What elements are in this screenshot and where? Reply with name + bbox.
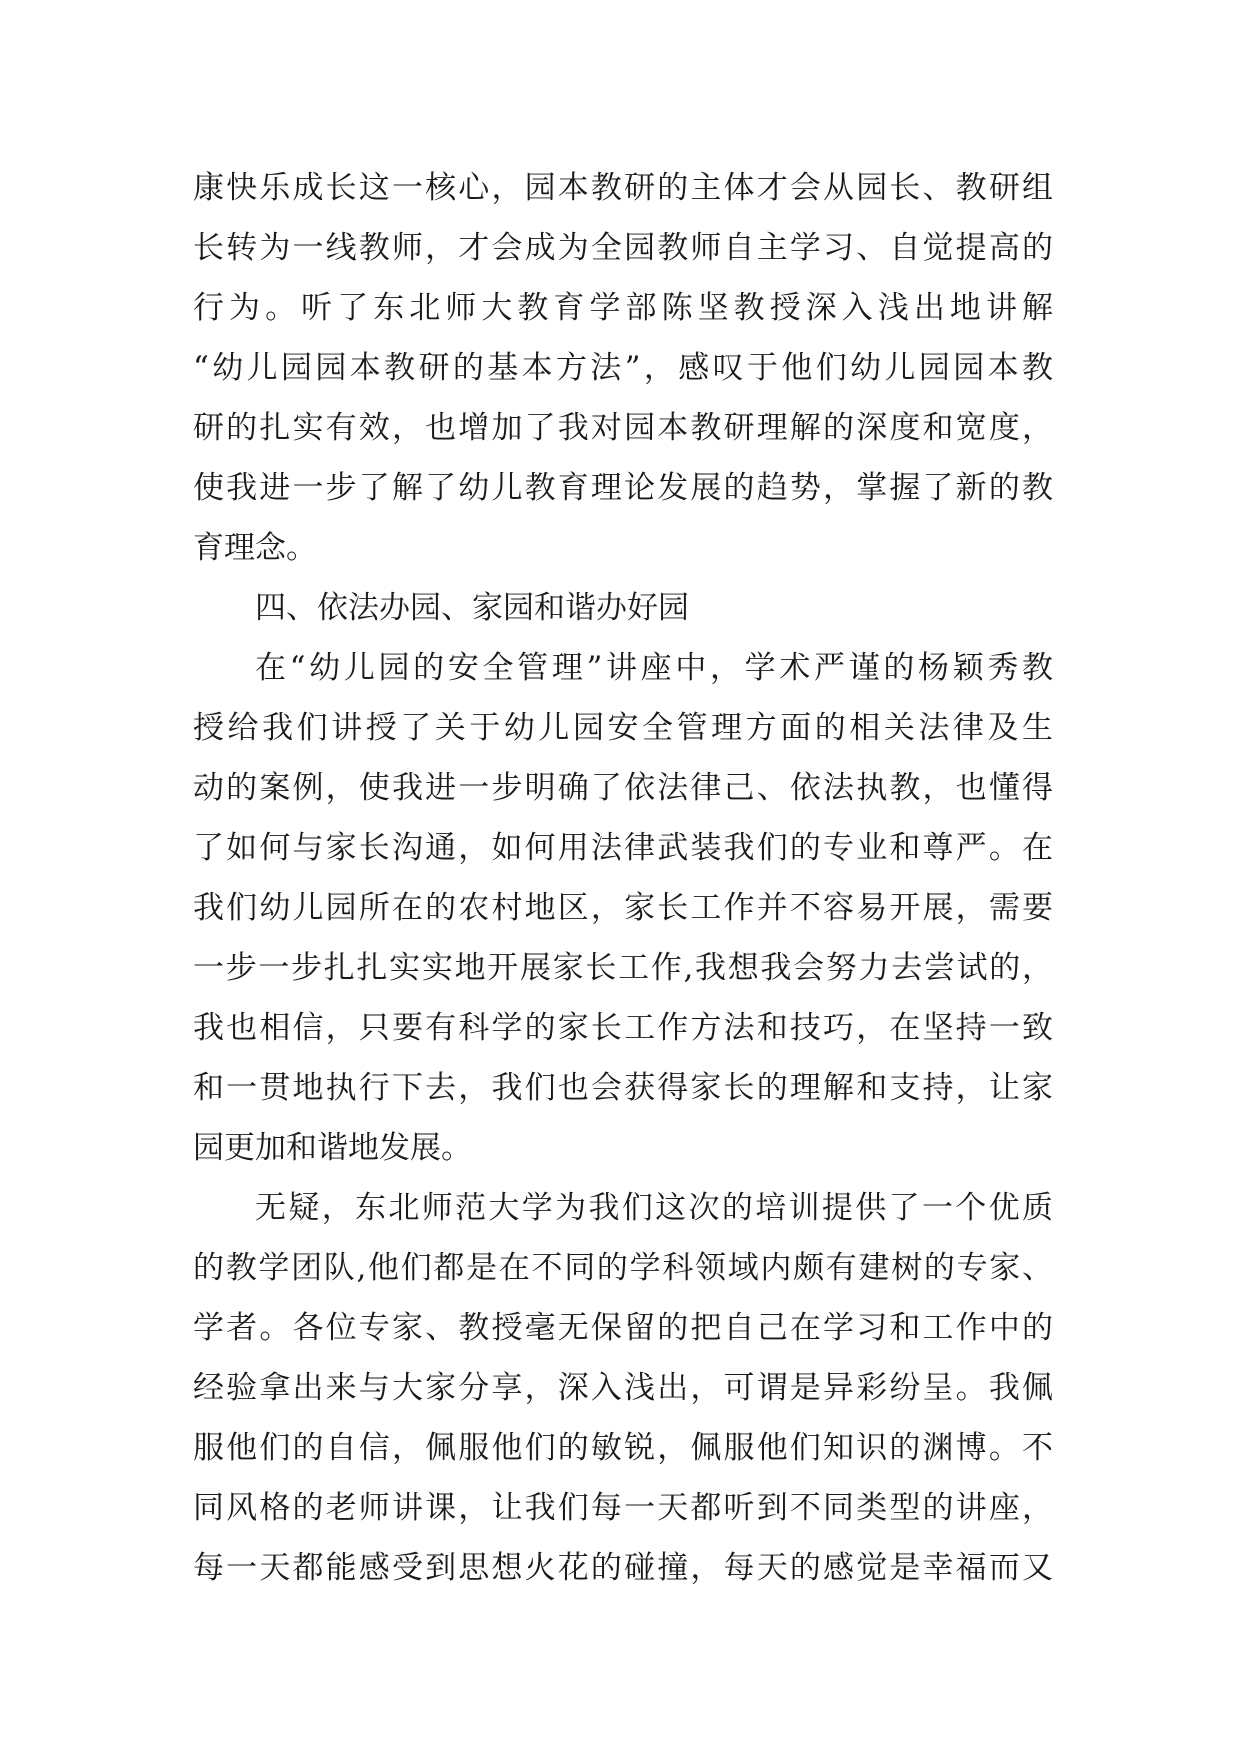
text-line: 授给我们讲授了关于幼儿园安全管理方面的相关法律及生 <box>193 710 1053 746</box>
text-line: 使我进一步了解了幼儿教育理论发展的趋势，掌握了新的教 <box>193 470 1053 506</box>
text-line: 学者。各位专家、教授毫无保留的把自己在学习和工作中的 <box>193 1310 1053 1346</box>
text-line: 动的案例，使我进一步明确了依法律己、依法执教，也懂得 <box>193 770 1053 806</box>
text-line: 和一贯地执行下去，我们也会获得家长的理解和支持，让家 <box>193 1070 1053 1106</box>
text-line: 我也相信，只要有科学的家长工作方法和技巧，在坚持一致 <box>193 1010 1053 1046</box>
text-line: 一步一步扎扎实实地开展家长工作,我想我会努力去尝试的， <box>193 950 1053 986</box>
text-line: 每一天都能感受到思想火花的碰撞，每天的感觉是幸福而又 <box>193 1550 1053 1586</box>
text-line: 行为。听了东北师大教育学部陈坚教授深入浅出地讲解 <box>193 290 1053 326</box>
heading-line: 四、依法办园、家园和谐办好园 <box>255 590 689 626</box>
text-line: “幼儿园园本教研的基本方法”，感叹于他们幼儿园园本教 <box>193 350 1053 386</box>
paragraph-2 <box>193 638 1053 1178</box>
text-line: 长转为一线教师，才会成为全园教师自主学习、自觉提高的 <box>193 230 1053 266</box>
text-line: 服他们的自信，佩服他们的敏锐，佩服他们知识的渊博。不 <box>193 1430 1053 1466</box>
text-line: 同风格的老师讲课，让我们每一天都听到不同类型的讲座， <box>193 1490 1053 1526</box>
text-line: 经验拿出来与大家分享，深入浅出，可谓是异彩纷呈。我佩 <box>193 1370 1053 1406</box>
body-text <box>193 158 1053 1598</box>
text-line: 园更加和谐地发展。 <box>193 1130 472 1166</box>
text-line: 了如何与家长沟通，如何用法律武装我们的专业和尊严。在 <box>193 830 1053 866</box>
section-heading <box>193 578 1053 638</box>
text-line: 的教学团队,他们都是在不同的学科领域内颇有建树的专家、 <box>193 1250 1053 1286</box>
text-line: 育理念。 <box>193 530 317 566</box>
text-line: 无疑，东北师范大学为我们这次的培训提供了一个优质 <box>255 1190 1053 1226</box>
text-line: 康快乐成长这一核心，园本教研的主体才会从园长、教研组 <box>193 170 1053 206</box>
text-line: 研的扎实有效，也增加了我对园本教研理解的深度和宽度， <box>193 410 1053 446</box>
text-line: 在“幼儿园的安全管理”讲座中，学术严谨的杨颖秀教 <box>255 650 1053 686</box>
paragraph-1 <box>193 158 1053 578</box>
text-line: 我们幼儿园所在的农村地区，家长工作并不容易开展，需要 <box>193 890 1053 926</box>
paragraph-3 <box>193 1178 1053 1598</box>
